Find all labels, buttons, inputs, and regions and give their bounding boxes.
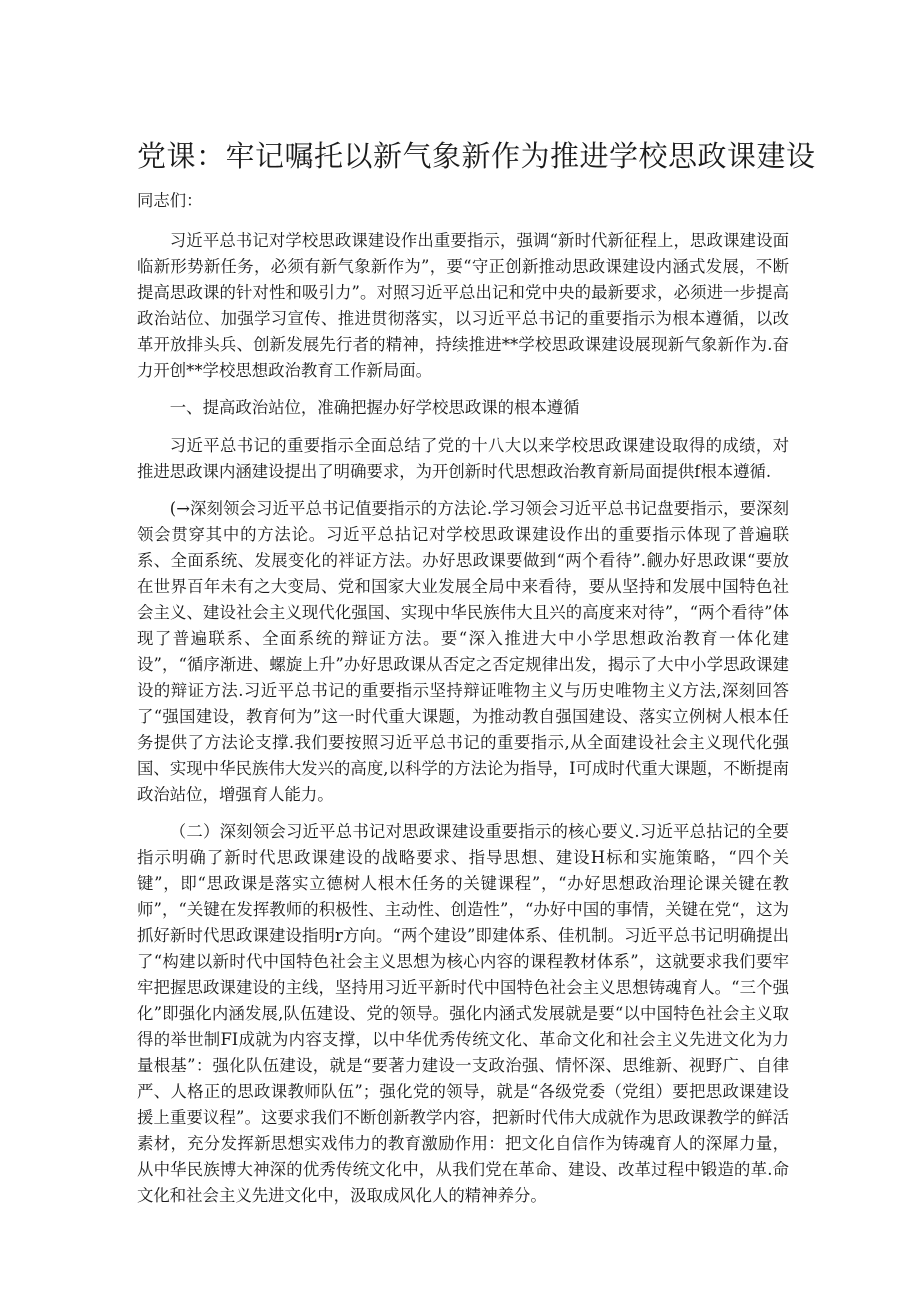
paragraph-section-1: 习近平总书记的重要指示全面总结了党的十八大以来学校思政课建设取得的成绩，对推进思政课内涵建设提出了明确要求，为开创新时代思想政治教育新局面提供f根本遵循. <box>137 436 789 481</box>
paragraph-subsection-2: （二）深刻领会习近平总书记对思政课建设重要指示的核心要义.习近平总拈记的全要指示明确了新时代思政课建设的战略要求、指导思想、建设H标和实施策略，“四个关键”，即“思政课是落实立德树人根木任务的关键课程”，“办好思想政治理论课关键在教师”，“关键在发挥教师的积极性、主动性、创造性”，“办好中国的事情，关键在党“，这为抓好新时代思政课建设指明r方向。“两个建设”即建体系、佳机制。习近平总书记明确提出了“构建以新时代中国特色社会主义思想为核心内容的课程教材体系”，这就要求我们要牢牢把握思政课建设的主线，坚持用习近平新时代中国特色社会主义思想铸魂育人。“三个强化”即强化内涵发展,队伍建设、党的领导。强化内涵式发展就是要“以中国特色社会主义取得的举世制FI成就为内容支撑，以中华优秀传统文化、革命文化和社会主义先进文化为力量根基”：强化队伍建设，就是“要著力建设一支政治强、情怀深、思维新、视野广、自律严、人格正的思政课教师队伍”；强化党的领导，就是“各级党委（党组）要把思政课建设援上重要议程”。这要求我们不断创新教学内容，把新时代伟大成就作为思政课教学的鲜活素材，充分发挥新思想实戏伟力的教育激励作用：把文化自信作为铸魂育人的深犀力量，从中华民族博大神深的优秀传统文化中，从我们党在革命、建设、改革过程中锻造的革.命文化和社会主义先进文化中，汲取成风化人的精神养分。 <box>137 822 789 1205</box>
paragraph-subsection-1: (→深刻领会习近平总书记值要指示的方法论.学习领会习近平总书记盘要指示，要深刻领会贯穿其中的方法论。习近平总拈记对学校思政课建设作出的重要指示体现了普遍联系、全面系统、发展变化的袢证方法。办好思政课要做到“两个看待”.觎办好思政课“要放在世界百年未有之大变局、党和国家大业发展全局中来看待，要从坚持和发展中国特色社会主义、建设社会主义现代化强国、实现中华民族伟大且兴的高度来对待”，“两个看待”体现了普遍联系、全面系统的辩证方法。要“深入推进大中小学思想政治教育一体化建设”，“循序渐进、螺旋上升”办好思政课从否定之否定规律出发，揭示了大中小学思政课建设的辩证方法.习近平总书记的重要指示坚持辩证唯物主义与历史唯物主义方法,深刻回答了“强国建设，教育何为”这一时代重大课题，为推动教自强国建设、落实立例树人根本任务提供了方法论支撑.我们要按照习近平总书记的重要指示,从全面建设社会主义现代化强国、实现中华民族伟大发兴的高度,以科学的方法论为指导，I可成时代重大课题，不断提南政治站位，增强育人能力。 <box>137 499 789 804</box>
greeting: 同志们： <box>137 191 203 210</box>
section-heading-1: 一、提高政治站位，准确把握办好学校思政课的根本遵循 <box>169 398 580 417</box>
paragraph-intro: 习近平总书记对学校思政课建设作出重要指示，强调“新时代新征程上，思政课建设面临新形势新任务，必须有新气象新作为”，要“守正创新推动思政课建设内涵式发展，不断提高思政课的针对性和吸引力”。对照习近平总出记和党中央的最新要求，必须进一步提高政治站位、加强学习宣传、推进贯彻落实，以习近平总书记的重要指示为根本遵循，以改革开放排头兵、创新发展先行者的精神，持续推进**学校思政课建设展现新气象新作为.奋力开创**学校思想政治教育工作新局面。 <box>137 231 789 380</box>
document-body <box>137 188 789 1220</box>
document-title: 党课：牢记嘱托以新气象新作为推进学校思政课建设 <box>137 139 816 173</box>
